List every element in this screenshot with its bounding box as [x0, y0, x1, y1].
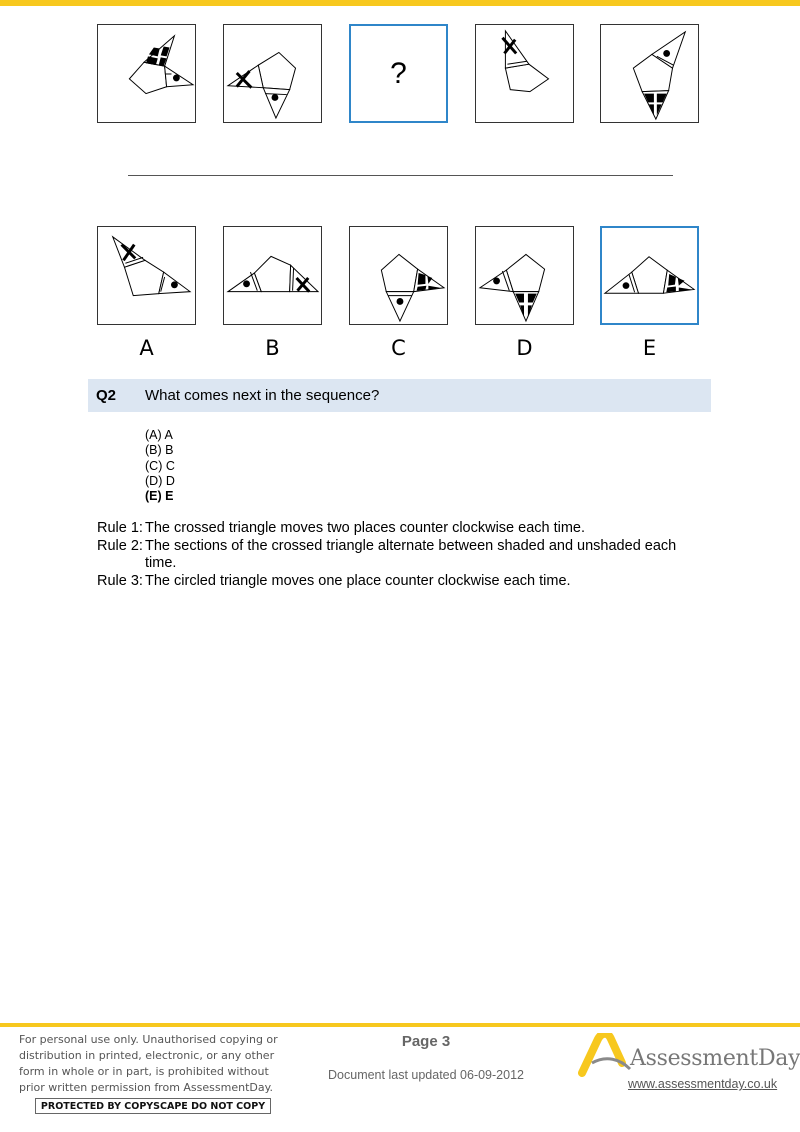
answer-list — [145, 428, 175, 504]
sequence-frame-1 — [97, 24, 196, 123]
question-header — [88, 379, 711, 412]
rule-text: The circled triangle moves one place counter clockwise each time. — [145, 572, 571, 589]
option-e-figure[interactable] — [600, 226, 699, 325]
option-label-b: B — [265, 336, 280, 360]
option-a-figure[interactable] — [97, 226, 196, 325]
rule-label: Rule 1: — [97, 520, 143, 536]
rule-label: Rule 2: — [97, 537, 143, 554]
option-label-c: C — [391, 336, 406, 360]
assessmentday-logo-icon — [578, 1033, 634, 1077]
rule-text: The crossed triangle moves two places counter clockwise each time. — [145, 520, 586, 536]
rule-label: Rule 3: — [97, 572, 143, 589]
question-mark: ? — [390, 56, 407, 90]
copyscape-text: PROTECTED BY COPYSCAPE DO NOT COPY — [40, 1100, 266, 1112]
brand-name: AssessmentDay — [630, 1046, 800, 1071]
question-text: What comes next in the sequence? — [145, 387, 380, 404]
page-number: Page 3 — [401, 1033, 451, 1050]
answer-item[interactable]: (A) A — [145, 428, 173, 442]
sequence-frame-4 — [475, 24, 574, 123]
option-c-figure[interactable] — [349, 226, 448, 325]
section-divider — [128, 175, 673, 176]
footer-disclaimer: For personal use only. Unauthorised copying or distribution in printed, electronic, or any other form in whole or in part, is prohibited without prior written permission from AssessmentDay. — [19, 1033, 278, 1094]
answer-item[interactable]: (C) C — [145, 458, 175, 473]
answer-item[interactable]: (B) B — [145, 443, 174, 458]
brand-url-link[interactable]: www.assessmentday.co.uk — [628, 1077, 778, 1091]
rule-3 — [97, 573, 707, 591]
sequence-frame-5 — [600, 24, 699, 123]
rule-2 — [97, 538, 707, 573]
answer-item[interactable]: (D) D — [145, 473, 175, 488]
rule-1 — [97, 520, 707, 538]
explanation-rules — [97, 520, 707, 590]
option-label-a: A — [139, 336, 154, 360]
copyscape-badge[interactable] — [35, 1098, 271, 1114]
top-accent-bar — [0, 0, 800, 6]
option-label-d: D — [516, 336, 533, 360]
sequence-frame-2 — [223, 24, 322, 123]
rule-text: The sections of the crossed triangle alternate between shaded and unshaded each time. — [145, 537, 677, 571]
option-b-figure[interactable] — [223, 226, 322, 325]
option-label-e: E — [642, 336, 657, 360]
question-number: Q2 — [96, 387, 117, 404]
answer-item-correct[interactable]: (E) E — [145, 489, 174, 504]
sequence-frame-missing — [349, 24, 448, 123]
document-updated: Document last updated 06-09-2012 — [328, 1068, 524, 1082]
option-d-figure[interactable] — [475, 226, 574, 325]
bottom-accent-bar — [0, 1023, 800, 1027]
